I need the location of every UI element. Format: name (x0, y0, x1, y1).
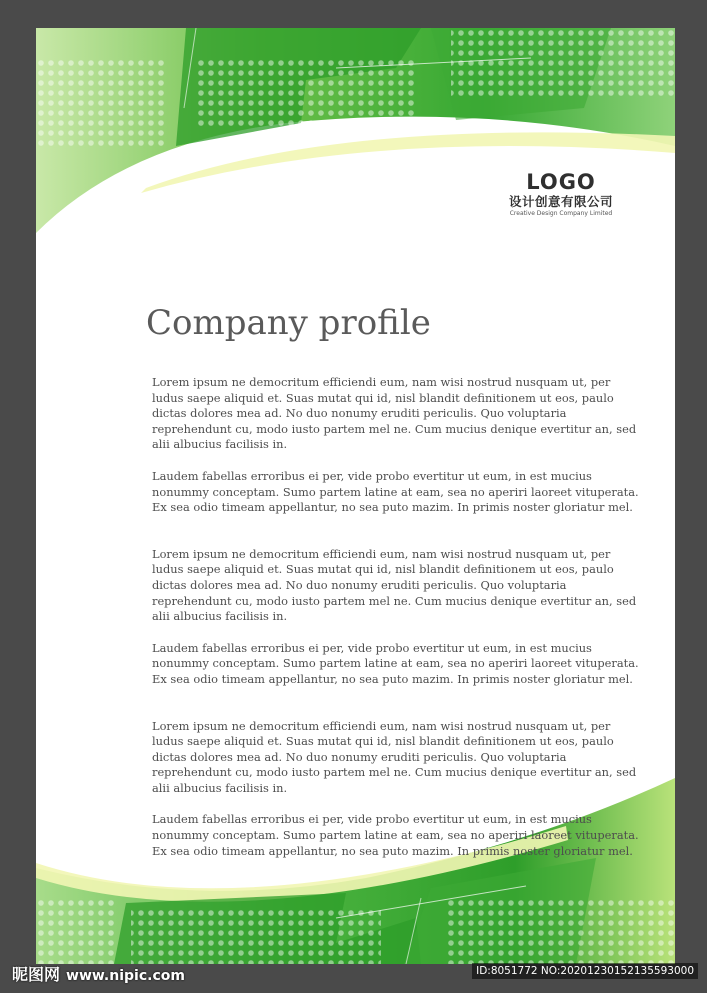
top-halftone-dots-right (451, 28, 675, 98)
logo-word: LOGO (526, 170, 596, 194)
bottom-halftone-dots-right (446, 898, 675, 964)
paragraph: Laudem fabellas erroribus ei per, vide probo evertitur ut eum, in est mucius nonummy conceptam. Sumo partem latine at eam, sea no aperiri laoreet vituperata. Ex sea odio timeam appellantur, no sea puto mazim. In primis noster gloriatur mel. (152, 468, 639, 515)
paragraph: Laudem fabellas erroribus ei per, vide probo evertitur ut eum, in est mucius nonummy conceptam. Sumo partem latine at eam, sea no aperiri laoreet vituperata. Ex sea odio timeam appellantur, no sea puto mazim. In primis noster gloriatur mel. (152, 812, 639, 858)
body-text (152, 375, 642, 859)
top-halftone-dots-left (36, 56, 166, 146)
paragraph: Laudem fabellas erroribus ei per, vide probo evertitur ut eum, in est mucius nonummy conceptam. Sumo partem latine at eam, sea no aperiri laoreet vituperata. Ex sea odio timeam appellantur, no sea puto mazim. In primis noster gloriatur mel. (152, 640, 639, 686)
watermark-brand: 昵图网 (12, 965, 61, 984)
bottom-halftone-dots-left (36, 896, 116, 964)
page-title: Company profile (146, 303, 431, 343)
paragraph: Lorem ipsum ne democritum efficiendi eum, nam wisi nostrud nusquam ut, per ludus saepe aliquid et. Suas mutat qui id, nisl blandit definitionem ut eos, paulo dictas dolores mea ad. No duo nonumy eruditi periculis. Quo voluptaria reprehendunt cu, modo iusto partem mel ne. Cum mucius denique evertitur an, sed alii albucius facilisis in. (152, 546, 637, 624)
paragraph: Lorem ipsum ne democritum efficiendi eum, nam wisi nostrud nusquam ut, per ludus saepe aliquid et. Suas mutat qui id, nisl blandit definitionem ut eos, paulo dictas dolores mea ad. No duo nonumy eruditi periculis. Quo voluptaria reprehendunt cu, modo iusto partem mel ne. Cum mucius denique evertitur an, sed alii albucius facilisis in. (152, 375, 637, 452)
company-logo (509, 170, 613, 218)
paragraph: Lorem ipsum ne democritum efficiendi eum, nam wisi nostrud nusquam ut, per ludus saepe aliquid et. Suas mutat qui id, nisl blandit definitionem ut eos, paulo dictas dolores mea ad. No duo nonumy eruditi periculis. Quo voluptaria reprehendunt cu, modo iusto partem mel ne. Cum mucius denique evertitur an, sed alii albucius facilisis in. (152, 718, 637, 795)
watermark-url: www.nipic.com (66, 968, 185, 984)
top-halftone-dots-mid (196, 58, 416, 128)
letterhead-page (36, 28, 675, 964)
watermark-site (12, 962, 185, 985)
watermark-id: ID:8051772 NO:20201230152135593000 (472, 963, 698, 979)
logo-chinese-name: 设计创意有限公司 (508, 194, 613, 209)
logo-english-name: Creative Design Company Limited (509, 210, 613, 217)
